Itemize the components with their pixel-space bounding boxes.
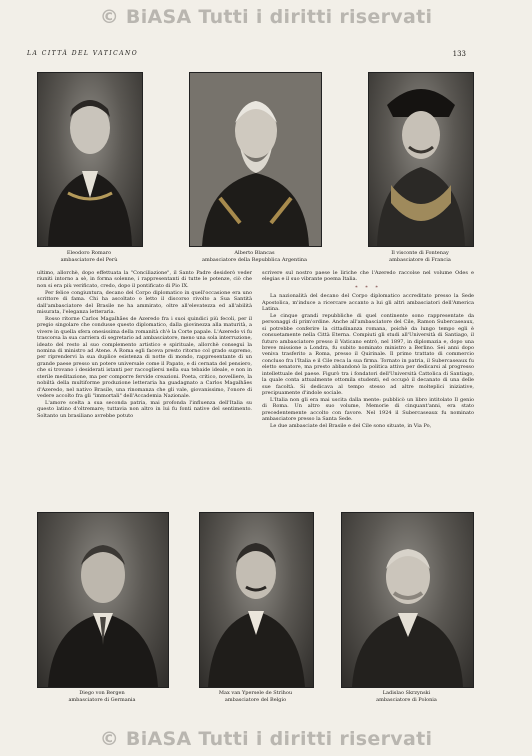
section-separator: * * * bbox=[355, 284, 381, 291]
caption-role: ambasciatore di Polonia bbox=[376, 697, 437, 703]
article-paragraph: L'Italia non gli era mai uscita dalla mente: pubblicò un libro intitolato Il genio di Roma. Un altro suo volume, Memorie di cinquant'anni, era stato precedentemente accolto con favore. Nel 1924 il Subercaseaux fu nominato ambasciatore presso la Santa Sede. bbox=[262, 396, 474, 423]
portrait-romaro-photo bbox=[37, 72, 143, 247]
portrait-silhouette-icon bbox=[369, 73, 473, 246]
article-column-left bbox=[37, 270, 252, 502]
caption-name: Diego von Bergen bbox=[79, 690, 125, 696]
caption-name: Alberto Blancas bbox=[234, 250, 275, 256]
caption-fontenay bbox=[358, 250, 482, 264]
article-paragraph: ultimo, allorchè, dopo effettuata la "Conciliazione", il Santo Padre desiderò veder riuniti intorno a sè, in forma solenne, i rappresentanti di tutte le potenze, ciò che non si era più verificato, credo, dopo il pontificato di Pio IX. bbox=[37, 270, 252, 289]
portrait-silhouette-icon bbox=[38, 513, 168, 687]
portrait-silhouette-icon bbox=[38, 73, 142, 246]
running-head: LA CITTÀ DEL VATICANO bbox=[27, 50, 139, 57]
article-paragraph: scrivere sul nostro paese le liriche che l'Azeredo raccolse nel volume Odes e elegias e il suo vibrante poema Italia. bbox=[262, 270, 474, 283]
portrait-silhouette-icon bbox=[342, 513, 473, 687]
caption-skrzynski bbox=[341, 690, 472, 704]
article-paragraph: Per felice congiuntura, decano del Corpo diplomatico in quell'occasione era uno scrittore di fama. Chi ha ascoltato o letto il discorso rivolto a Sua Santità dall'ambasciatore del Brasile ne ha ammirato, oltre all'elevatezza ed all'abilità misurata, l'eleganza letteraria. bbox=[37, 289, 252, 316]
watermark-bottom: © BiASA Tutti i diritti riservati bbox=[99, 728, 433, 750]
article-column-right bbox=[262, 270, 474, 502]
caption-role: ambasciatore del Belgio bbox=[224, 697, 287, 703]
caption-ypersele bbox=[189, 690, 322, 704]
caption-name: Ladislao Skrzynski bbox=[382, 690, 431, 696]
caption-romaro bbox=[37, 250, 141, 264]
caption-name: Max van Ypersele de Strihou bbox=[218, 690, 293, 696]
article-paragraph: Le due ambasciate del Brasile e del Cile sono situate, in Via Po, bbox=[270, 423, 432, 430]
caption-role: ambasciatore del Perù bbox=[60, 257, 118, 263]
portrait-silhouette-icon bbox=[190, 73, 321, 246]
watermark-top: © BiASA Tutti i diritti riservati bbox=[99, 6, 433, 28]
portrait-fontenay-photo bbox=[368, 72, 474, 247]
caption-role: ambasciatore di Francia bbox=[389, 257, 451, 263]
portrait-blancas-photo bbox=[189, 72, 322, 247]
portrait-skrzynski-photo bbox=[341, 512, 474, 688]
caption-role: ambasciatore della Repubblica Argentina bbox=[201, 257, 308, 263]
portrait-silhouette-icon bbox=[200, 513, 313, 687]
page-number: 133 bbox=[452, 50, 466, 58]
portrait-ypersele-photo bbox=[199, 512, 314, 688]
article-paragraph: Rosso ritorne Carlos Magalhães de Azeredo fra i suoi quindici più fecoli, per il pregio singolare che condusse questo diplomatico, dalla giovinezza alla maturità, a vivere in quella sfera onesissima della romanità ch'è la Corte papale. L'Azeredo vi fu trascorsa la sua carriera di segretario ad ambasciatore, meno una sola interruzione, ideato del resto al suo complemento artistico e spirituale, allorchè conseguì la nomina di ministro ad Atene. A Roma egli faceva presto ritorno col grado supremo, per riprendervi la sua duplice esistenza di notte di mondo, rappresentante di un grande paese presso un potere universale come il Papato, e di cernata del pensiero, che si trovano i desiderati istanti per raccogliersi nella sua tebaide ideale, e non in sterile meditazione, ma per comporre fervide creazioni. Poeta, critico, novelliere, la nobiltà della multiforme produzione letteraria ha guadagnato a Carlos Magalhães d'Azeredo, nel nativo Brasile, una rinomanza che gli vale, giovanissimo, l'onore di vedere accolto fra gli "immortali" dell'Accademia Nazionale. bbox=[37, 316, 252, 399]
article-paragraph: La nazionalità del decano del Corpo diplomatico accreditato presso la Sede Apostolica, m'induce a ricercare accanto a lui gli altri ambasciatori dell'America Latina. bbox=[262, 293, 474, 313]
caption-name: Il visconte di Fontenay bbox=[391, 250, 449, 256]
caption-name: Eleodoro Romaro bbox=[66, 250, 112, 256]
article-paragraph: Le cinque grandi repubbliche di quel continente sono rappresentate da personaggi di prim'ordine. Anche all'ambasciatore del Cile, Ramon Subercaseaux, si potrebbe conferire la cittadinanza romana, poichè da lungo tempo egli è consuetamente nella Città Eterna. Compiuti gli studi all'Università di Santiago, il futuro ambasciatore presso il Vaticano entrò, nel 1897, in diplomazia e, dopo una breve missione a Londra, fu subito nominato ministro a Berlino. Sei anni dopo veniva trasferito a Roma, presso il Quirinale. Il primo trattato di commercio concluso fra l'Italia e il Cile reca la sua firma. Tornato in patria, il Subercaseaux fu eletto senatore, ma presto abbandonò la politica attiva per dedicarsi al progresso intellettuale del paese. Figurò tra i fondatori dell'Università Cattolica di Santiago, la quale conta attualmente ottomila studenti, ed occupò il decanato di una delle sue facoltà. Si dedicava al tempo stesso ad altre molteplici iniziative, precipuamente d'indole sociale. bbox=[262, 313, 474, 396]
portrait-bergen-photo bbox=[37, 512, 169, 688]
caption-blancas bbox=[189, 250, 320, 264]
caption-bergen bbox=[37, 690, 167, 704]
caption-role: ambasciatore di Germania bbox=[68, 697, 136, 703]
article-paragraph: L'amore scelta a sua seconda patria, mai profonda l'influenza dell'Italia su questo latino d'oltremare; tuttavia non altro in lui fu fonti native del sentimento. Soltanto un brasiliano avrebbe potuto bbox=[37, 399, 252, 419]
